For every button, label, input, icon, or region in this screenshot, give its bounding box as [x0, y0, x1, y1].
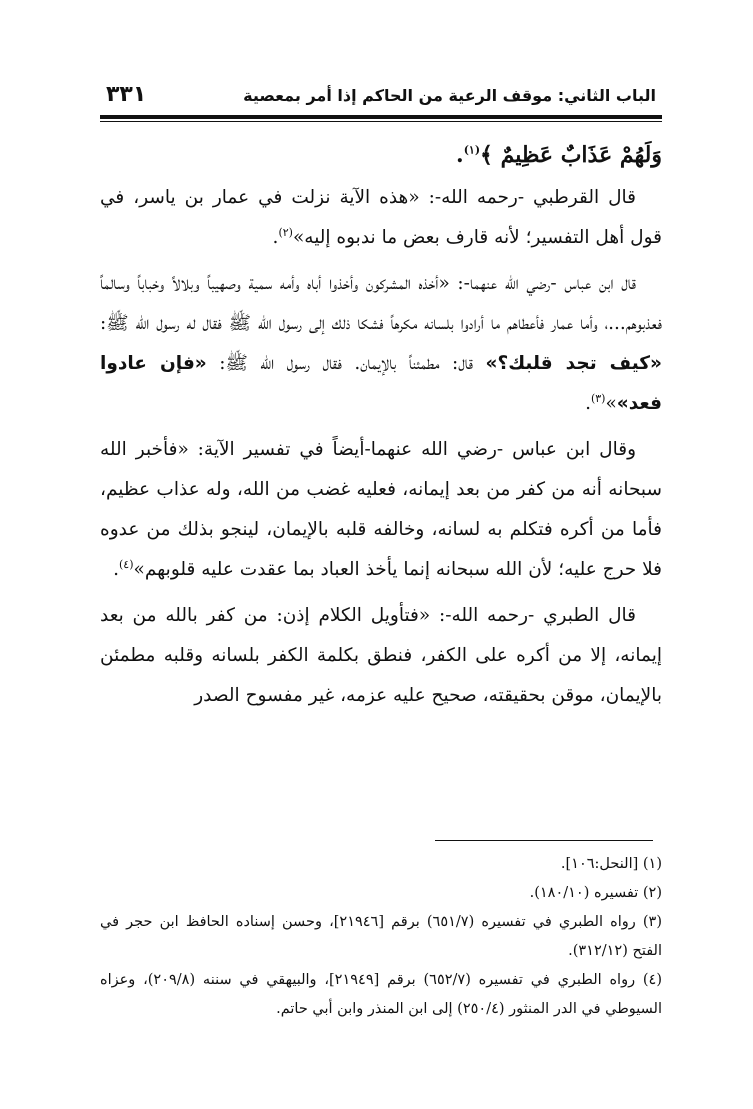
footnote-ref: (١) [463, 143, 481, 157]
paragraph-text: قال القرطبي -رحمه الله-: «هذه الآية نزلت في عمار بن ياسر، في قول أهل التفسير؛ لأنه قارف بعض ما ندبوه إليه» [100, 187, 662, 248]
paragraph-end: . [585, 393, 591, 414]
paragraph-text: قال الطبري -رحمه الله-: «فتأويل الكلام إذن: من كفر بالله من بعد إيمانه، إلا من أكره على الكفر، فنطق بكلمة الكفر بلسانه وقلبه مطمئن بالإيمان، موقن بحقيقته، صحيح عليه عزمه، غير مفسوح الصدر [100, 605, 662, 706]
verse-text: وَلَهُمْ عَذَابٌ عَظِيمٌ [500, 142, 662, 168]
paragraph-text: قال: مطمئناً بالإيمان. فقال رسول الله ﷺ: [206, 353, 486, 374]
header-rule-thick [100, 115, 662, 119]
running-header [100, 82, 662, 113]
quran-verse [100, 138, 662, 172]
footnotes [100, 850, 662, 1024]
book-page [100, 82, 662, 716]
verse-bracket: ﴾ [480, 142, 493, 168]
footnote-3: (٣) رواه الطبري في تفسيره (٦٥١/٧) برقم [٢١٩٤٦]، وحسن إسناده الحافظ ابن حجر في الفتح (٣١٢/١٢). [100, 914, 662, 959]
paragraph-tabari [100, 596, 662, 716]
chapter-title: الباب الثاني: موقف الرعية من الحاكم إذا أمر بمعصية [243, 86, 656, 105]
footnote-2: (٢) تفسيره (١٨٠/١٠). [529, 885, 662, 901]
paragraph-qurtubi [100, 178, 662, 258]
footnote-ref: (٣) [590, 391, 606, 405]
footnote-separator [435, 840, 653, 841]
page-number: ٣٣١ [106, 82, 147, 107]
header-rule-thin [100, 121, 662, 122]
footnote-1: (١) [النحل:١٠٦]. [560, 856, 662, 872]
verse-end: . [456, 142, 464, 168]
hadith-quote: «فإن عادوا فعد» [100, 353, 662, 414]
paragraph-text: وقال ابن عباس -رضي الله عنهما-أيضاً في تفسير الآية: «فأخبر الله سبحانه أنه من كفر من بعد إيمانه، فعليه غضب من الله، وله عذاب عظيم، فأما من أكره فتكلم به لسانه، وخالفه قلبه بالإيمان، لينجو بذلك من عدوه فلا حرج عليه؛ لأن الله سبحانه إنما يأخذ العباد بما عقدت عليه قلوبهم» [100, 439, 662, 580]
footnote-4: (٤) رواه الطبري في تفسيره (٦٥٢/٧) برقم [٢١٩٤٩]، والبيهقي في سننه (٢٠٩/٨)، وعزاه السيوطي في الدر المنثور (٢٥٠/٤) إلى ابن المنذر وابن أبي حاتم. [100, 972, 662, 1017]
paragraph-end: . [113, 559, 119, 580]
quote-close: » [605, 393, 617, 414]
paragraph-text: قال ابن عباس -رضي الله عنهما-: «أخذه المشركون وأخذوا أباه وأمه سمية وصهيباً وبلالاً وخباباً وسالماً فعذبوهم...، وأما عمار فأعطاهم ما أرادوا بلسانه مكرهاً فشكا ذلك إلى رسول الله ﷺ فقال له رسول الله ﷺ: [100, 273, 662, 334]
footnote-ref: (٤) [119, 557, 134, 571]
paragraph-ibn-abbas-1 [100, 264, 662, 424]
footnote-ref: (٢) [278, 225, 293, 239]
hadith-quote: «كيف تجد قلبك؟» [485, 353, 662, 374]
paragraph-end: . [272, 227, 279, 248]
paragraph-ibn-abbas-2 [100, 430, 662, 590]
